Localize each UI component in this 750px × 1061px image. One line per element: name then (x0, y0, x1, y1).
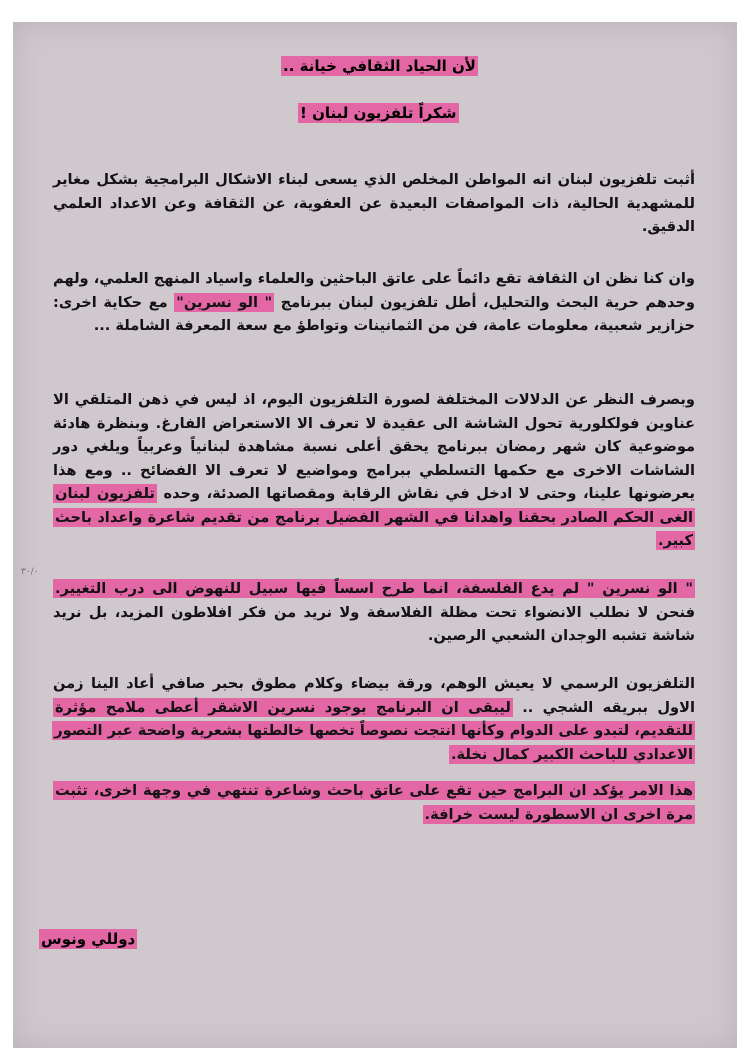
title-line-1-text: لأن الحياد الثقافي خيانة .. (283, 57, 476, 75)
signature-text: دوللي ونوس (41, 930, 136, 948)
program-name-highlight: " الو نسرين" (176, 293, 273, 311)
paragraph-5-highlight: ليبقى ان البرنامج بوجود نسرين الاشقر أعطى ملامح مؤثرة للتقديم، لتبدو على الدوام وكأنها انتجت نصوصاً تخصها خالطتها بشعرية واضحة عبر التصور الاعدادي للباحث الكبير كمال نخلة. (54, 698, 693, 763)
paragraph-2-text-a: وان كنا نظن ان الثقافة تقع دائماً على عاتق الباحثين والعلماء واسياد المنهج العلمي، ولهم وحدهم حرية البحث والتحليل، أطل تلفزيون لبنان ببرنامج (53, 270, 696, 311)
paragraph-4-text-b: فنحن لا نطلب الانضواء تحت مظلة الفلاسفة ولا نريد من فكر افلاطون المزيد، بل نريد شاشة تشبه الوجدان الشعبي الرصين. (53, 603, 695, 644)
paragraph-5 (53, 672, 695, 766)
title-line-1 (281, 57, 478, 75)
paragraph-1 (53, 168, 695, 239)
paragraph-4 (53, 577, 695, 648)
title-line-2 (298, 104, 459, 122)
paragraph-3 (53, 388, 695, 553)
scanned-page (13, 22, 737, 1048)
paragraph-4-highlight: " الو نسرين " لم يدع الفلسفة، انما طرح اسساً فيها سبيل للنهوض الى درب التغيير. (55, 580, 693, 597)
title-line-2-text: شكراً تلفزيون لبنان ! (300, 104, 457, 122)
paragraph-6 (53, 779, 695, 826)
paragraph-2 (53, 267, 695, 338)
paragraph-3-text-a: وبصرف النظر عن الدلالات المختلفة لصورة التلفزيون اليوم، اذ ليس في ذهن المتلقي الا عناوين فولكلورية تحول الشاشة الى عقيدة لا تعرف الا الاستعراض الفارغ. وبنظرة هادئة موضوعية كان شهر رمضان ببرنامج يحقق أعلى نسبة مشاهدة لبنانياً وعربياً ويلغي دور الشاشات الاخرى مع حكمها التسلطي ببرامج ومواضيع لا تعرف الا الفضائح .. ومع هذا يعرضونها علينا، وحتى لا ادخل في نقاش الرقابة ومقصاتها الصدئة، وحده (53, 391, 695, 502)
paragraph-2-text-b: مع حكاية اخرى: حزازير شعبية، معلومات عامة، فن من الثمانينات وتواطؤ مع سعة المعرفة الشاملة ... (53, 293, 695, 334)
paragraph-3-highlight: تلفزيون لبنان الغى الحكم الصادر بحقنا واهدانا في الشهر الفضيل برنامج من تقديم شاعرة واعداد باحث كبير. (55, 485, 693, 549)
paragraph-1-text: أثبت تلفزيون لبنان انه المواطن المخلص الذي يسعى لبناء الاشكال البرامجية بشكل مغاير للمشهدية الحالية، ذات المواصفات البعيدة عن العفوية، عن الثقافة وعن الاعداد العلمي الدقيق. (53, 171, 695, 235)
signature (39, 930, 137, 948)
paragraph-5-text-a: التلفزيون الرسمي لا يعيش الوهم، ورقة بيضاء وكلام مطوق بحبر صافي أعاد الينا زمن الاول ببريقه الشجي .. (53, 675, 695, 716)
paragraph-6-highlight: هذا الامر يؤكد ان البرامج حين تقع على عاتق باحث وشاعرة تنتهي في وجهة اخرى، تثبت مرة اخرى ان الاسطورة ليست خرافة. (55, 782, 693, 823)
margin-mark: ٣٠/٠ (21, 567, 39, 577)
